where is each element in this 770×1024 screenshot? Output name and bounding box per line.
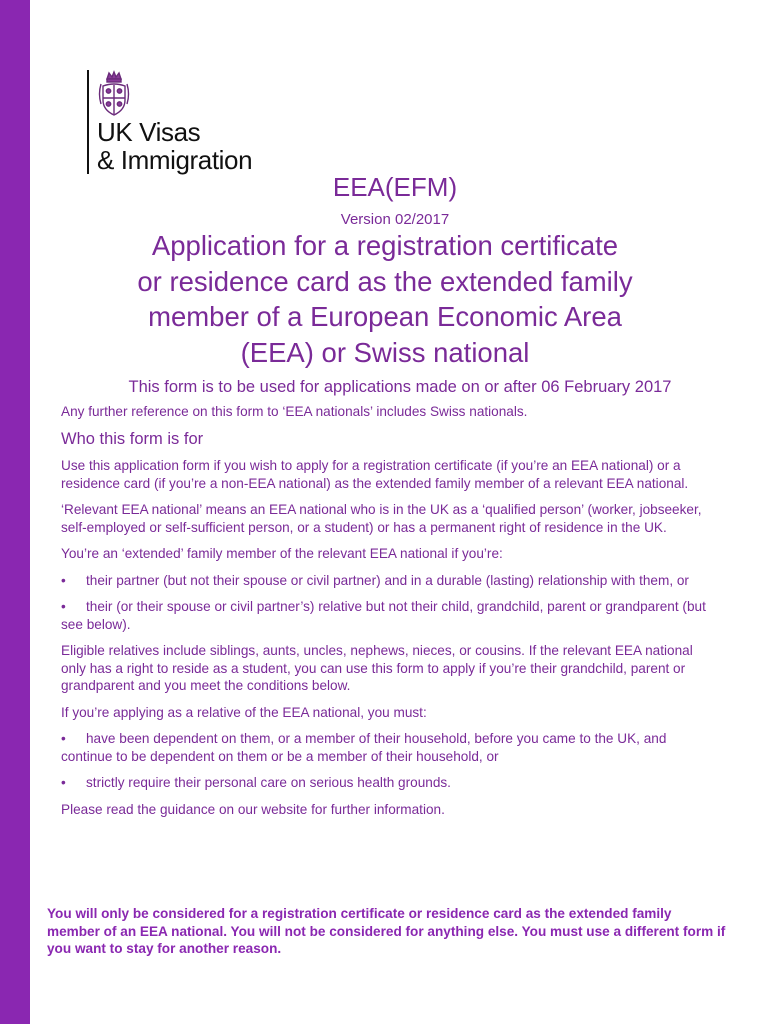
title-line: or residence card as the extended family (137, 265, 633, 297)
bullet-marker: • (61, 731, 66, 746)
section-heading: Who this form is for (61, 429, 204, 448)
list-item (61, 774, 721, 792)
title-line: member of a European Economic Area (148, 301, 622, 332)
list-item-text: strictly require their personal care on serious health grounds. (86, 775, 451, 790)
ukvi-logo (87, 70, 287, 180)
list-item (61, 730, 721, 765)
guidance-text: Please read the guidance on our website for further information. (61, 801, 445, 817)
list-item-text: their partner (but not their spouse or civil partner) and in a durable (lasting) relationship with them, or (86, 572, 689, 588)
bullet-marker: • (61, 599, 66, 614)
logo-wordmark (97, 118, 252, 174)
title-line: (EEA) or Swiss national (240, 336, 530, 368)
form-usage-date: This form is to be used for applications made on or after 06 February 2017 (128, 378, 672, 396)
logo-rule (87, 70, 89, 174)
title-line: Application for a registration certificate (151, 230, 619, 261)
left-margin-bar (0, 0, 30, 1024)
list-item (61, 572, 721, 590)
page-title (60, 228, 710, 370)
paragraph: Use this application form if you wish to apply for a registration certificate (if you’re an EEA national) or a residence card (if you’re a non-EEA national) as the extended family member of a relevant EEA national. (61, 458, 689, 491)
form-body (61, 403, 721, 827)
eligibility-notice: You will only be considered for a registration certificate or residence card as the extended family member of an EEA national. You will not be considered for anything else. You must use a different form if you want to stay for another reason. (47, 906, 726, 956)
logo-line-2: & Immigration (97, 145, 253, 175)
form-code: EEA(EFM) (332, 172, 458, 202)
list-item-text: their (or their spouse or civil partner’s) relative but not their child, grandchild, parent or grandparent (but see below). (61, 599, 706, 632)
list-item-text: have been dependent on them, or a member of their household, before you came to the UK, and continue to be dependent on them or be a member of their household, or (61, 731, 667, 764)
bullet-marker: • (61, 775, 66, 790)
paragraph: You’re an ‘extended’ family member of the relevant EEA national if you’re: (61, 546, 503, 561)
form-version: Version 02/2017 (340, 211, 450, 228)
bullet-marker: • (61, 572, 66, 588)
list-item (61, 598, 721, 633)
intro-text: Any further reference on this form to ‘EEA nationals’ includes Swiss nationals. (61, 404, 528, 419)
paragraph: Eligible relatives include siblings, aunts, uncles, nephews, nieces, or cousins. If the relevant EEA national only has a right to reside as a student, you can use this form to apply if you’re their grandchild, parent or grandparent and you meet the conditions below. (61, 643, 693, 693)
logo-line-1: UK Visas (97, 117, 201, 147)
paragraph: ‘Relevant EEA national’ means an EEA national who is in the UK as a ‘qualified person’ (worker, jobseeker, self-employed or self-sufficient person, or a student) or has a permanent right of residence in the UK. (61, 502, 702, 535)
paragraph: If you’re applying as a relative of the EEA national, you must: (61, 704, 427, 720)
royal-crest-icon (97, 70, 131, 120)
